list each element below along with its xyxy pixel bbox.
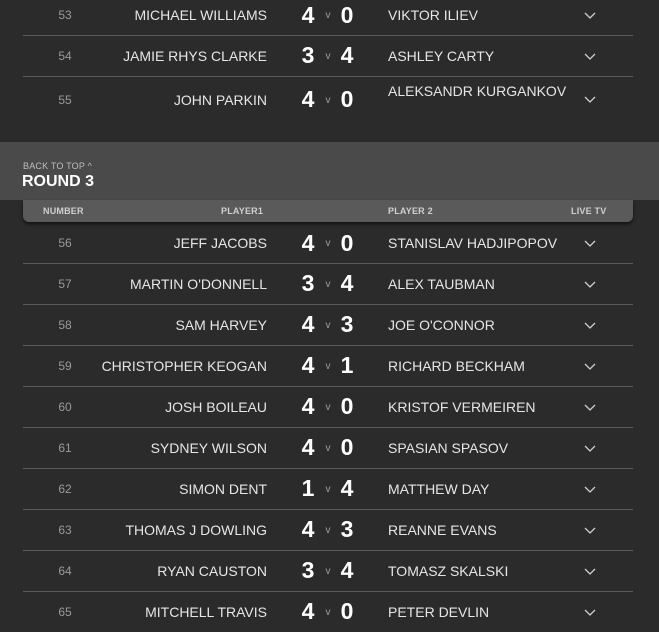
chevron-down-icon[interactable] (583, 483, 597, 497)
match-number: 61 (58, 441, 72, 455)
match-number: 65 (58, 605, 72, 619)
player1-score: 4 (301, 311, 315, 337)
player1-score: 4 (301, 86, 315, 112)
versus-label: v (325, 525, 331, 536)
match-number: 60 (58, 400, 72, 414)
player2-name: STANISLAV HADJIPOPOV (388, 235, 558, 251)
versus-label: v (325, 51, 331, 62)
versus-label: v (325, 607, 331, 618)
player2-name: ALEKSANDR KURGANKOV (388, 83, 567, 99)
player2-score: 1 (340, 352, 354, 378)
player2-name: TOMASZ SKALSKI (388, 563, 509, 579)
player1-name: SYDNEY WILSON (150, 440, 267, 456)
player1-score: 4 (301, 230, 315, 256)
player2-name: ALEX TAUBMAN (388, 276, 495, 292)
player2-name: REANNE EVANS (388, 522, 497, 538)
player1-name: JOSH BOILEAU (165, 399, 267, 415)
player2-name: SPASIAN SPASOV (388, 440, 509, 456)
match-number: 63 (58, 523, 72, 537)
player2-score: 0 (340, 598, 354, 624)
column-header-player2: PLAYER 2 (388, 206, 433, 216)
player1-score: 4 (301, 434, 315, 460)
player1-name: SIMON DENT (179, 481, 267, 497)
player2-score: 0 (340, 230, 354, 256)
chevron-down-icon[interactable] (583, 319, 597, 333)
player2-score: 0 (340, 393, 354, 419)
column-header-live-tv: LIVE TV (571, 206, 607, 216)
player1-name: RYAN CAUSTON (157, 563, 267, 579)
match-number: 54 (58, 49, 72, 63)
player2-name: PETER DEVLIN (388, 604, 490, 620)
player1-score: 3 (301, 42, 315, 68)
back-to-top-link[interactable]: BACK TO TOP ^ (23, 161, 93, 171)
chevron-down-icon[interactable] (583, 9, 597, 23)
player1-score: 3 (301, 270, 315, 296)
player2-score: 0 (340, 434, 354, 460)
player2-name: JOE O'CONNOR (388, 317, 495, 333)
table-row[interactable] (23, 346, 633, 387)
chevron-down-icon[interactable] (583, 565, 597, 579)
chevron-down-icon[interactable] (583, 93, 597, 107)
table-row[interactable] (23, 222, 633, 264)
player1-score: 4 (301, 352, 315, 378)
chevron-down-icon[interactable] (583, 524, 597, 538)
round-section-band (0, 142, 659, 200)
match-number: 53 (58, 8, 72, 22)
table-row[interactable] (23, 387, 633, 428)
chevron-down-icon[interactable] (583, 401, 597, 415)
player2-score: 4 (340, 270, 354, 296)
chevron-down-icon[interactable] (583, 50, 597, 64)
chevron-down-icon[interactable] (583, 606, 597, 620)
round3-table (23, 222, 633, 632)
match-number: 55 (58, 93, 72, 107)
player1-name: JEFF JACOBS (173, 235, 267, 251)
chevron-down-icon[interactable] (583, 360, 597, 374)
versus-label: v (325, 361, 331, 372)
versus-label: v (325, 10, 331, 21)
versus-label: v (325, 238, 331, 249)
player2-name: RICHARD BECKHAM (388, 358, 525, 374)
player1-name: JOHN PARKIN (173, 92, 267, 108)
round-title: ROUND 3 (22, 173, 95, 190)
table-row[interactable] (23, 551, 633, 592)
table-row[interactable] (23, 77, 633, 121)
match-number: 59 (58, 359, 72, 373)
player2-score: 4 (340, 42, 354, 68)
versus-label: v (325, 279, 331, 290)
table-row[interactable] (23, 510, 633, 551)
versus-label: v (325, 320, 331, 331)
prev-round-table (23, 0, 633, 121)
player1-name: THOMAS J DOWLING (125, 522, 267, 538)
player1-name: JAMIE RHYS CLARKE (123, 48, 267, 64)
versus-label: v (325, 484, 331, 495)
table-row[interactable] (23, 592, 633, 632)
match-number: 56 (58, 236, 72, 250)
player2-score: 0 (340, 2, 354, 28)
player2-name: MATTHEW DAY (388, 481, 490, 497)
player1-score: 3 (301, 557, 315, 583)
player1-name: SAM HARVEY (175, 317, 267, 333)
player2-name: KRISTOF VERMEIREN (388, 399, 536, 415)
player1-name: CHRISTOPHER KEOGAN (101, 358, 267, 374)
player1-score: 4 (301, 393, 315, 419)
table-row[interactable] (23, 0, 633, 36)
player1-name: MARTIN O'DONNELL (130, 276, 267, 292)
chevron-down-icon[interactable] (583, 237, 597, 251)
versus-label: v (325, 566, 331, 577)
chevron-down-icon[interactable] (583, 278, 597, 292)
player1-score: 4 (301, 516, 315, 542)
chevron-down-icon[interactable] (583, 442, 597, 456)
table-row[interactable] (23, 264, 633, 305)
player1-score: 4 (301, 598, 315, 624)
player2-score: 3 (340, 311, 354, 337)
player1-score: 1 (301, 475, 315, 501)
column-header-number: NUMBER (43, 206, 84, 216)
match-number: 58 (58, 318, 72, 332)
player1-score: 4 (301, 2, 315, 28)
player1-name: MITCHELL TRAVIS (145, 604, 267, 620)
table-row[interactable] (23, 305, 633, 346)
player2-name: ASHLEY CARTY (388, 48, 495, 64)
player2-score: 4 (340, 557, 354, 583)
table-row[interactable] (23, 36, 633, 77)
table-row[interactable] (23, 469, 633, 510)
player2-score: 4 (340, 475, 354, 501)
match-number: 64 (58, 564, 72, 578)
player2-score: 3 (340, 516, 354, 542)
versus-label: v (325, 402, 331, 413)
player2-name: VIKTOR ILIEV (388, 7, 478, 23)
column-header-player1: PLAYER1 (221, 206, 264, 216)
player1-name: MICHAEL WILLIAMS (134, 7, 267, 23)
versus-label: v (325, 95, 331, 106)
versus-label: v (325, 443, 331, 454)
match-number: 57 (58, 277, 72, 291)
player2-score: 0 (340, 86, 354, 112)
match-number: 62 (58, 482, 72, 496)
table-row[interactable] (23, 428, 633, 469)
table-header (23, 200, 633, 222)
